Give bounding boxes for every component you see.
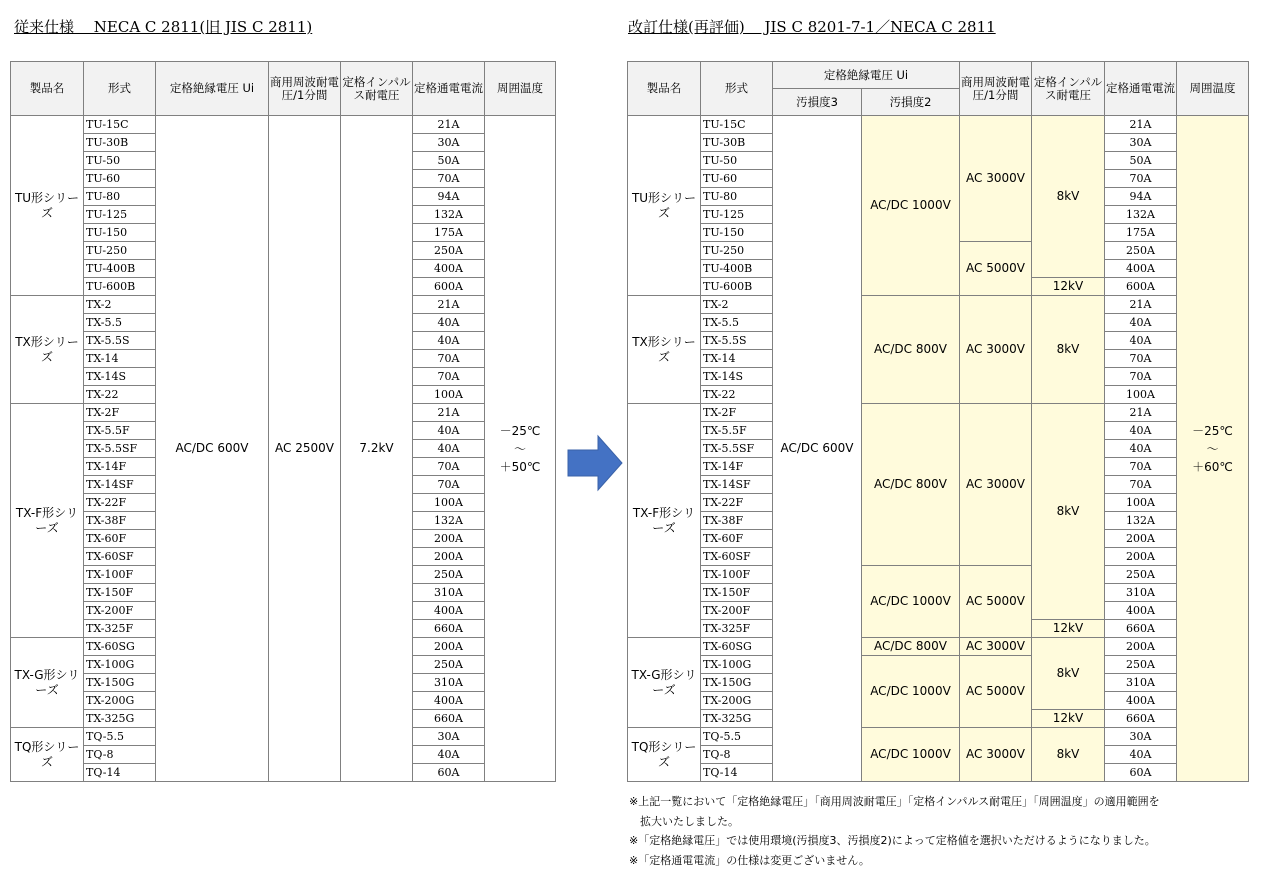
impulse-cell: 8kV [1032, 116, 1105, 278]
current-cell: 21A [1105, 296, 1177, 314]
pollution2-cell: AC/DC 1000V [862, 728, 960, 782]
withstand-cell: AC 3000V [960, 728, 1032, 782]
table-row [628, 404, 1249, 422]
temperature-line: ～ [1206, 441, 1219, 456]
table-row [628, 638, 1249, 656]
current-cell: 600A [1105, 278, 1177, 296]
current-cell: 250A [413, 566, 485, 584]
current-cell: 132A [1105, 512, 1177, 530]
current-cell: 70A [1105, 170, 1177, 188]
series-name: TX形シリーズ [11, 296, 84, 404]
table-row [628, 728, 1249, 746]
impulse-cell: 8kV [1032, 404, 1105, 620]
current-cell: 250A [1105, 242, 1177, 260]
table-row [628, 296, 1249, 314]
withstand-cell: AC 3000V [960, 296, 1032, 404]
current-cell: 70A [1105, 368, 1177, 386]
withstand-cell: AC 5000V [960, 242, 1032, 296]
model-cell: TU-125 [84, 206, 156, 224]
model-cell: TX-22F [701, 494, 773, 512]
current-cell: 70A [413, 350, 485, 368]
temperature-cell [1177, 116, 1249, 782]
header-withstand: 商用周波耐電圧/1分間 [960, 62, 1032, 116]
model-cell: TX-14F [84, 458, 156, 476]
current-cell: 310A [1105, 584, 1177, 602]
model-cell: TU-80 [84, 188, 156, 206]
withstand-cell: AC 3000V [960, 404, 1032, 566]
impulse-cell: 7.2kV [341, 116, 413, 782]
table-row [11, 116, 556, 134]
model-cell: TX-150G [701, 674, 773, 692]
table-row [628, 656, 1249, 674]
current-cell: 200A [1105, 638, 1177, 656]
current-cell: 21A [413, 116, 485, 134]
model-cell: TX-200F [701, 602, 773, 620]
model-cell: TQ-8 [84, 746, 156, 764]
current-cell: 30A [1105, 134, 1177, 152]
model-cell: TU-50 [84, 152, 156, 170]
footnote-line: ※「定格絶縁電圧」では使用環境(汚損度3、汚損度2)によって定格値を選択いただけるようになりました。 [629, 834, 1156, 847]
model-cell: TU-150 [84, 224, 156, 242]
model-cell: TU-250 [84, 242, 156, 260]
current-cell: 40A [1105, 440, 1177, 458]
current-cell: 660A [1105, 710, 1177, 728]
pollution2-cell: AC/DC 800V [862, 296, 960, 404]
model-cell: TQ-14 [84, 764, 156, 782]
current-cell: 400A [413, 692, 485, 710]
footnote-line: ※上記一覧において「定格絶縁電圧」「商用周波耐電圧」「定格インパルス耐電圧」「周囲温度」の適用範囲を [629, 795, 1160, 808]
withstand-cell: AC 3000V [960, 638, 1032, 656]
pollution2-cell: AC/DC 1000V [862, 656, 960, 728]
model-cell: TX-100F [701, 566, 773, 584]
current-cell: 660A [413, 620, 485, 638]
impulse-cell: 8kV [1032, 296, 1105, 404]
model-cell: TX-5.5S [84, 332, 156, 350]
model-cell: TX-14 [701, 350, 773, 368]
current-cell: 310A [1105, 674, 1177, 692]
model-cell: TU-15C [701, 116, 773, 134]
withstand-cell: AC 2500V [269, 116, 341, 782]
withstand-cell: AC 5000V [960, 656, 1032, 728]
current-cell: 132A [413, 512, 485, 530]
model-cell: TX-14SF [701, 476, 773, 494]
current-cell: 50A [413, 152, 485, 170]
model-cell: TX-5.5 [701, 314, 773, 332]
model-cell: TU-50 [701, 152, 773, 170]
left-table-title: 従来仕様 NECA C 2811(旧 JIS C 2811) [14, 18, 313, 36]
current-cell: 50A [1105, 152, 1177, 170]
model-cell: TU-600B [701, 278, 773, 296]
temperature-line: －25℃ [1192, 423, 1233, 438]
current-cell: 21A [1105, 116, 1177, 134]
model-cell: TX-150F [701, 584, 773, 602]
current-cell: 132A [413, 206, 485, 224]
model-cell: TX-2F [701, 404, 773, 422]
current-cell: 30A [1105, 728, 1177, 746]
current-cell: 70A [1105, 476, 1177, 494]
withstand-cell: AC 3000V [960, 116, 1032, 242]
current-cell: 70A [1105, 350, 1177, 368]
model-cell: TX-38F [701, 512, 773, 530]
impulse-cell: 8kV [1032, 638, 1105, 710]
current-cell: 40A [1105, 746, 1177, 764]
current-cell: 660A [1105, 620, 1177, 638]
impulse-cell: 12kV [1032, 710, 1105, 728]
model-cell: TX-5.5SF [701, 440, 773, 458]
model-cell: TX-325F [701, 620, 773, 638]
model-cell: TX-200G [84, 692, 156, 710]
model-cell: TX-14F [701, 458, 773, 476]
model-cell: TU-30B [701, 134, 773, 152]
current-cell: 200A [413, 530, 485, 548]
model-cell: TX-325F [84, 620, 156, 638]
model-cell: TX-2 [701, 296, 773, 314]
current-cell: 40A [413, 746, 485, 764]
model-cell: TX-5.5F [701, 422, 773, 440]
insulation-cell: AC/DC 600V [156, 116, 269, 782]
current-cell: 400A [1105, 602, 1177, 620]
table-row [628, 116, 1249, 134]
current-cell: 40A [413, 332, 485, 350]
current-cell: 200A [1105, 548, 1177, 566]
right-arrow-icon [566, 434, 624, 492]
header-withstand: 商用周波耐電圧/1分間 [269, 62, 341, 116]
current-cell: 400A [1105, 692, 1177, 710]
model-cell: TX-5.5SF [84, 440, 156, 458]
current-cell: 94A [413, 188, 485, 206]
model-cell: TX-150G [84, 674, 156, 692]
model-cell: TX-22F [84, 494, 156, 512]
current-cell: 21A [413, 296, 485, 314]
current-cell: 250A [413, 242, 485, 260]
current-cell: 200A [1105, 530, 1177, 548]
pollution3-cell: AC/DC 600V [773, 116, 862, 782]
current-cell: 70A [413, 368, 485, 386]
model-cell: TQ-14 [701, 764, 773, 782]
model-cell: TU-60 [701, 170, 773, 188]
series-name: TQ形シリーズ [628, 728, 701, 782]
series-name: TU形シリーズ [11, 116, 84, 296]
header-type: 形式 [701, 62, 773, 116]
series-name: TX-F形シリーズ [11, 404, 84, 638]
model-cell: TX-60F [701, 530, 773, 548]
current-cell: 70A [413, 476, 485, 494]
current-cell: 40A [413, 440, 485, 458]
pollution2-cell: AC/DC 1000V [862, 566, 960, 638]
footnote-line: 拡大いたしました。 [629, 814, 739, 828]
current-cell: 40A [413, 422, 485, 440]
model-cell: TX-100G [701, 656, 773, 674]
pollution2-cell: AC/DC 1000V [862, 116, 960, 296]
model-cell: TX-150F [84, 584, 156, 602]
old-spec-table [10, 61, 556, 782]
current-cell: 310A [413, 584, 485, 602]
series-name: TX-F形シリーズ [628, 404, 701, 638]
header-current: 定格通電電流 [413, 62, 485, 116]
current-cell: 100A [413, 494, 485, 512]
model-cell: TX-100F [84, 566, 156, 584]
current-cell: 250A [413, 656, 485, 674]
model-cell: TX-14S [701, 368, 773, 386]
current-cell: 200A [413, 638, 485, 656]
current-cell: 250A [1105, 656, 1177, 674]
model-cell: TX-60F [84, 530, 156, 548]
header-insulation: 定格絶縁電圧 Ui [156, 62, 269, 116]
current-cell: 40A [413, 314, 485, 332]
revised-spec-body [628, 116, 1249, 782]
current-cell: 100A [413, 386, 485, 404]
model-cell: TX-2F [84, 404, 156, 422]
model-cell: TX-5.5 [84, 314, 156, 332]
model-cell: TX-60SG [84, 638, 156, 656]
current-cell: 40A [1105, 314, 1177, 332]
model-cell: TU-150 [701, 224, 773, 242]
model-cell: TX-60SF [84, 548, 156, 566]
header-product: 製品名 [628, 62, 701, 116]
model-cell: TU-125 [701, 206, 773, 224]
header-temperature: 周囲温度 [485, 62, 556, 116]
model-cell: TX-200G [701, 692, 773, 710]
model-cell: TQ-8 [701, 746, 773, 764]
model-cell: TX-200F [84, 602, 156, 620]
model-cell: TX-5.5S [701, 332, 773, 350]
current-cell: 132A [1105, 206, 1177, 224]
current-cell: 30A [413, 134, 485, 152]
model-cell: TU-250 [701, 242, 773, 260]
current-cell: 94A [1105, 188, 1177, 206]
impulse-cell: 12kV [1032, 620, 1105, 638]
model-cell: TU-400B [701, 260, 773, 278]
header-type: 形式 [84, 62, 156, 116]
series-name: TX-G形シリーズ [628, 638, 701, 728]
withstand-cell: AC 5000V [960, 566, 1032, 638]
model-cell: TX-14SF [84, 476, 156, 494]
footnote-line: ※「定格通電電流」の仕様は変更ございません。 [629, 853, 870, 867]
series-name: TU形シリーズ [628, 116, 701, 296]
model-cell: TX-100G [84, 656, 156, 674]
current-cell: 600A [413, 278, 485, 296]
current-cell: 21A [413, 404, 485, 422]
model-cell: TU-60 [84, 170, 156, 188]
model-cell: TU-400B [84, 260, 156, 278]
header-impulse: 定格インパルス耐電圧 [1032, 62, 1105, 116]
header-temperature: 周囲温度 [1177, 62, 1249, 116]
header-impulse: 定格インパルス耐電圧 [341, 62, 413, 116]
right-table-title: 改訂仕様(再評価) JIS C 8201-7-1／NECA C 2811 [628, 18, 996, 36]
model-cell: TX-14S [84, 368, 156, 386]
header-current: 定格通電電流 [1105, 62, 1177, 116]
current-cell: 70A [413, 170, 485, 188]
model-cell: TX-14 [84, 350, 156, 368]
current-cell: 70A [413, 458, 485, 476]
series-name: TQ形シリーズ [11, 728, 84, 782]
current-cell: 40A [1105, 422, 1177, 440]
model-cell: TX-325G [84, 710, 156, 728]
current-cell: 40A [1105, 332, 1177, 350]
current-cell: 100A [1105, 494, 1177, 512]
series-name: TX-G形シリーズ [11, 638, 84, 728]
current-cell: 200A [413, 548, 485, 566]
model-cell: TU-80 [701, 188, 773, 206]
table-row [628, 566, 1249, 584]
model-cell: TU-15C [84, 116, 156, 134]
temperature-line: －25℃ [499, 423, 541, 438]
model-cell: TX-5.5F [84, 422, 156, 440]
impulse-cell: 8kV [1032, 728, 1105, 782]
revised-spec-table [627, 61, 1249, 782]
header-product: 製品名 [11, 62, 84, 116]
model-cell: TX-60SG [701, 638, 773, 656]
model-cell: TQ-5.5 [84, 728, 156, 746]
current-cell: 175A [1105, 224, 1177, 242]
current-cell: 70A [1105, 458, 1177, 476]
current-cell: 400A [413, 260, 485, 278]
current-cell: 21A [1105, 404, 1177, 422]
header-pollution2: 汚損度2 [862, 89, 960, 116]
old-spec-body [11, 116, 556, 782]
impulse-cell: 12kV [1032, 278, 1105, 296]
model-cell: TQ-5.5 [701, 728, 773, 746]
model-cell: TX-325G [701, 710, 773, 728]
current-cell: 60A [1105, 764, 1177, 782]
header-insulation: 定格絶縁電圧 Ui [773, 62, 960, 89]
temperature-line: ～ [513, 441, 526, 456]
model-cell: TX-22 [701, 386, 773, 404]
footnotes [629, 792, 1160, 870]
header-pollution3: 汚損度3 [773, 89, 862, 116]
current-cell: 310A [413, 674, 485, 692]
model-cell: TU-30B [84, 134, 156, 152]
current-cell: 60A [413, 764, 485, 782]
pollution2-cell: AC/DC 800V [862, 404, 960, 566]
series-name: TX形シリーズ [628, 296, 701, 404]
model-cell: TX-38F [84, 512, 156, 530]
current-cell: 400A [1105, 260, 1177, 278]
temperature-line: ＋60℃ [1192, 459, 1233, 474]
current-cell: 250A [1105, 566, 1177, 584]
current-cell: 100A [1105, 386, 1177, 404]
current-cell: 660A [413, 710, 485, 728]
temperature-line: ＋50℃ [499, 459, 541, 474]
model-cell: TU-600B [84, 278, 156, 296]
current-cell: 400A [413, 602, 485, 620]
temperature-cell [485, 116, 556, 782]
model-cell: TX-2 [84, 296, 156, 314]
model-cell: TX-60SF [701, 548, 773, 566]
current-cell: 175A [413, 224, 485, 242]
current-cell: 30A [413, 728, 485, 746]
model-cell: TX-22 [84, 386, 156, 404]
pollution2-cell: AC/DC 800V [862, 638, 960, 656]
